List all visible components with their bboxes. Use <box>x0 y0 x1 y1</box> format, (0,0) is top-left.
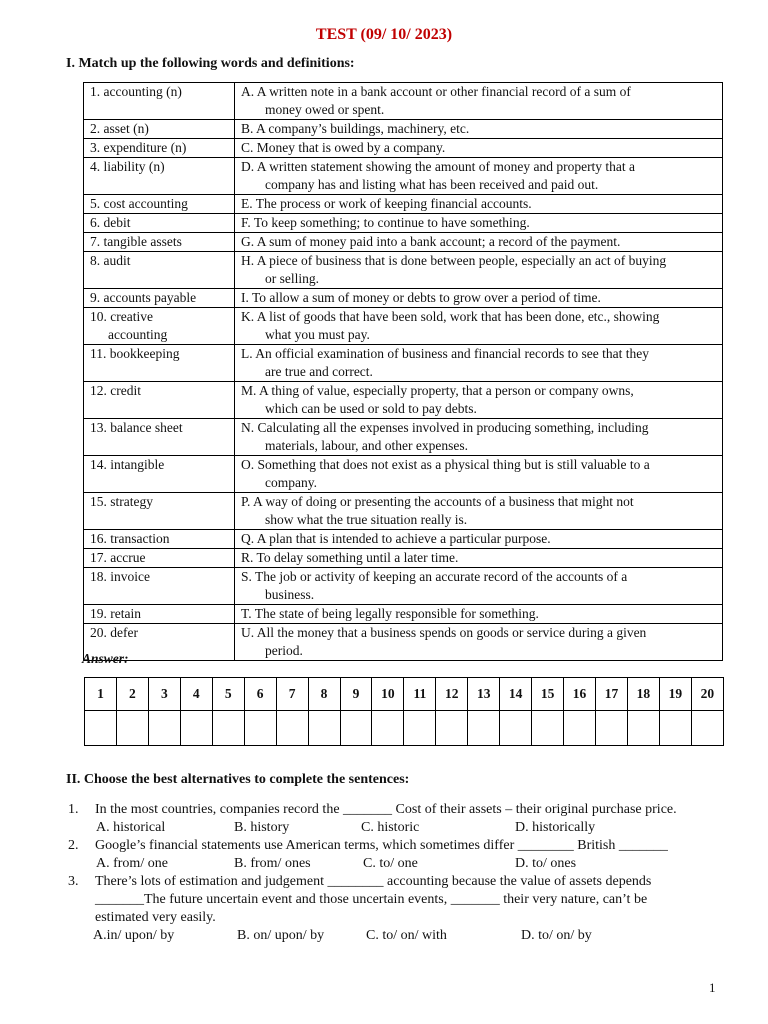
definition-text: I. To allow a sum of money or debts to grow over a period of time. <box>241 290 601 305</box>
definition-text-continued: or selling. <box>265 271 319 286</box>
answer-number: 8 <box>308 678 340 711</box>
term-text: 4. liability (n) <box>90 159 165 174</box>
answer-number: 2 <box>116 678 148 711</box>
definition-text: L. An official examination of business and financial records to see that they <box>241 346 650 361</box>
term-cell <box>84 568 235 605</box>
section1-heading: I. Match up the following words and definitions: <box>66 56 355 71</box>
question-1 <box>68 801 728 837</box>
answer-cell[interactable] <box>85 711 117 746</box>
answer-number: 16 <box>564 678 596 711</box>
answer-number: 7 <box>276 678 308 711</box>
answer-number: 6 <box>244 678 276 711</box>
definition-text: M. A thing of value, especially property, that a person or company owns, <box>241 383 634 398</box>
option-c[interactable]: C. to/ one <box>363 856 418 871</box>
term-text: 10. creative <box>90 309 153 324</box>
answer-grid <box>84 677 724 746</box>
definition-text-continued: company. <box>265 475 317 490</box>
term-cell <box>84 308 235 345</box>
answer-cell[interactable] <box>308 711 340 746</box>
option-b[interactable]: B. on/ upon/ by <box>237 928 325 943</box>
term-cell <box>84 233 235 252</box>
term-text: 2. asset (n) <box>90 121 149 136</box>
table-row <box>84 120 723 139</box>
term-cell <box>84 139 235 158</box>
option-b[interactable]: B. from/ ones <box>234 856 311 871</box>
term-cell <box>84 419 235 456</box>
table-row <box>84 568 723 605</box>
term-cell <box>84 195 235 214</box>
answer-cell[interactable] <box>404 711 436 746</box>
answer-cell[interactable] <box>372 711 404 746</box>
definition-cell <box>235 120 723 139</box>
definition-cell <box>235 195 723 214</box>
answer-cell[interactable] <box>564 711 596 746</box>
definition-cell <box>235 493 723 530</box>
term-text: 14. intangible <box>90 457 165 472</box>
option-d[interactable]: D. to/ ones <box>515 856 577 871</box>
term-text: 5. cost accounting <box>90 196 188 211</box>
table-row <box>84 493 723 530</box>
definition-cell <box>235 382 723 419</box>
definition-text: S. The job or activity of keeping an accurate record of the accounts of a <box>241 569 628 584</box>
definition-text: N. Calculating all the expenses involved in producing something, including <box>241 420 649 435</box>
answer-cell[interactable] <box>340 711 372 746</box>
definition-text: R. To delay something until a later time. <box>241 550 459 565</box>
table-row <box>84 252 723 289</box>
answer-number: 11 <box>404 678 436 711</box>
definition-cell <box>235 568 723 605</box>
table-row <box>84 605 723 624</box>
answer-cell[interactable] <box>180 711 212 746</box>
option-d[interactable]: D. to/ on/ by <box>521 928 592 943</box>
definition-cell <box>235 214 723 233</box>
answer-number: 4 <box>180 678 212 711</box>
answer-number: 15 <box>532 678 564 711</box>
answer-cell[interactable] <box>596 711 628 746</box>
answer-number: 5 <box>212 678 244 711</box>
question-text: Google’s financial statements use American terms, which sometimes differ ________ British _______ <box>95 838 668 853</box>
table-row <box>84 289 723 308</box>
table-row <box>84 419 723 456</box>
term-text: 3. expenditure (n) <box>90 140 187 155</box>
question-number: 2. <box>68 838 79 853</box>
term-cell <box>84 83 235 120</box>
table-row <box>84 345 723 382</box>
answer-cell[interactable] <box>659 711 691 746</box>
definition-text: O. Something that does not exist as a physical thing but is still valuable to a <box>241 457 650 472</box>
question-number: 3. <box>68 874 79 889</box>
answer-cell[interactable] <box>116 711 148 746</box>
answer-cell[interactable] <box>436 711 468 746</box>
matching-table <box>83 82 723 661</box>
definition-text: E. The process or work of keeping financial accounts. <box>241 196 532 211</box>
question-3 <box>68 873 728 945</box>
question-text: In the most countries, companies record the _______ Cost of their assets – their original purchase price. <box>95 802 677 817</box>
definition-cell <box>235 233 723 252</box>
definition-cell <box>235 289 723 308</box>
definition-text: T. The state of being legally responsible for something. <box>241 606 539 621</box>
term-text: 16. transaction <box>90 531 170 546</box>
definition-cell <box>235 605 723 624</box>
definition-text: A. A written note in a bank account or other financial record of a sum of <box>241 84 631 99</box>
definition-cell <box>235 456 723 493</box>
question-text-line: There’s lots of estimation and judgement ________ accounting because the value of assets depends <box>95 874 652 889</box>
term-cell <box>84 214 235 233</box>
term-cell <box>84 158 235 195</box>
definition-text-continued: materials, labour, and other expenses. <box>265 438 469 453</box>
definition-cell <box>235 624 723 661</box>
answer-cell[interactable] <box>691 711 723 746</box>
definition-text: P. A way of doing or presenting the accounts of a business that might not <box>241 494 634 509</box>
answer-cell[interactable] <box>500 711 532 746</box>
definition-text: G. A sum of money paid into a bank account; a record of the payment. <box>241 234 621 249</box>
table-row <box>84 549 723 568</box>
definition-text-continued: what you must pay. <box>265 327 370 342</box>
term-cell <box>84 530 235 549</box>
answer-cell[interactable] <box>468 711 500 746</box>
term-text: 7. tangible assets <box>90 234 182 249</box>
term-text: 9. accounts payable <box>90 290 197 305</box>
answer-cell[interactable] <box>212 711 244 746</box>
answer-number: 18 <box>627 678 659 711</box>
definition-cell <box>235 530 723 549</box>
definition-text: H. A piece of business that is done between people, especially an act of buying <box>241 253 667 268</box>
term-cell <box>84 345 235 382</box>
term-text: 20. defer <box>90 625 138 640</box>
definition-cell <box>235 419 723 456</box>
table-row <box>84 139 723 158</box>
term-text: 8. audit <box>90 253 131 268</box>
answer-cell[interactable] <box>532 711 564 746</box>
term-text: 17. accrue <box>90 550 146 565</box>
term-cell <box>84 456 235 493</box>
definition-text-continued: business. <box>265 587 315 602</box>
table-row <box>84 158 723 195</box>
answer-number: 13 <box>468 678 500 711</box>
answer-number: 1 <box>85 678 117 711</box>
term-text: 18. invoice <box>90 569 150 584</box>
table-row <box>84 382 723 419</box>
definition-cell <box>235 345 723 382</box>
table-row <box>84 308 723 345</box>
question-options <box>93 927 728 945</box>
table-row <box>84 624 723 661</box>
definition-text-continued: period. <box>265 643 303 658</box>
definition-cell <box>235 308 723 345</box>
definition-text: C. Money that is owed by a company. <box>241 140 446 155</box>
answer-number: 20 <box>691 678 723 711</box>
term-text: 11. bookkeeping <box>90 346 180 361</box>
term-text: 19. retain <box>90 606 141 621</box>
term-cell <box>84 493 235 530</box>
option-b[interactable]: B. history <box>234 820 290 835</box>
answer-cell[interactable] <box>627 711 659 746</box>
question-text-line: _______The future uncertain event and those uncertain events, _______ their very nature, can’t be <box>95 892 648 907</box>
table-row <box>84 456 723 493</box>
term-cell <box>84 382 235 419</box>
definition-text: D. A written statement showing the amount of money and property that a <box>241 159 636 174</box>
definition-cell <box>235 83 723 120</box>
definition-cell <box>235 158 723 195</box>
page-title: TEST (09/ 10/ 2023) <box>315 26 453 43</box>
answer-label: Answer: <box>82 651 129 666</box>
term-text: 13. balance sheet <box>90 420 183 435</box>
definition-text-continued: money owed or spent. <box>265 102 385 117</box>
answer-cell[interactable] <box>276 711 308 746</box>
definition-text: U. All the money that a business spends on goods or service during a given <box>241 625 647 640</box>
definition-cell <box>235 139 723 158</box>
question-number: 1. <box>68 802 79 817</box>
term-cell <box>84 289 235 308</box>
question-2 <box>68 837 728 873</box>
answer-number: 19 <box>659 678 691 711</box>
definition-cell <box>235 549 723 568</box>
definition-text: B. A company’s buildings, machinery, etc. <box>241 121 470 136</box>
term-cell <box>84 549 235 568</box>
answer-number: 10 <box>372 678 404 711</box>
option-a[interactable]: A.in/ upon/ by <box>93 928 175 943</box>
option-a[interactable]: A. from/ one <box>96 856 168 871</box>
term-text: 15. strategy <box>90 494 153 509</box>
option-a[interactable]: A. historical <box>96 820 166 835</box>
definition-text-continued: which can be used or sold to pay debts. <box>265 401 477 416</box>
answer-number: 12 <box>436 678 468 711</box>
table-row <box>84 214 723 233</box>
term-text: 6. debit <box>90 215 131 230</box>
answer-number: 9 <box>340 678 372 711</box>
table-row <box>84 233 723 252</box>
answer-cell[interactable] <box>244 711 276 746</box>
definition-text-continued: show what the true situation really is. <box>265 512 468 527</box>
term-cell <box>84 252 235 289</box>
term-text: 1. accounting (n) <box>90 84 182 99</box>
term-cell <box>84 605 235 624</box>
definition-text-continued: company has and listing what has been received and paid out. <box>265 177 599 192</box>
question-options <box>96 855 728 873</box>
option-c[interactable]: C. historic <box>361 820 420 835</box>
question-options <box>96 819 728 837</box>
option-c[interactable]: C. to/ on/ with <box>366 928 447 943</box>
option-d[interactable]: D. historically <box>515 820 596 835</box>
answer-number: 17 <box>596 678 628 711</box>
answer-number: 14 <box>500 678 532 711</box>
definition-text-continued: are true and correct. <box>265 364 373 379</box>
question-text-line: estimated very easily. <box>95 910 216 925</box>
page-number: 1 <box>709 980 716 995</box>
answer-cell[interactable] <box>148 711 180 746</box>
table-row <box>84 530 723 549</box>
answer-number: 3 <box>148 678 180 711</box>
table-row <box>84 195 723 214</box>
definition-cell <box>235 252 723 289</box>
definition-text: F. To keep something; to continue to have something. <box>241 215 530 230</box>
definition-text: Q. A plan that is intended to achieve a particular purpose. <box>241 531 551 546</box>
table-row <box>84 83 723 120</box>
term-text: 12. credit <box>90 383 141 398</box>
section2-heading: II. Choose the best alternatives to complete the sentences: <box>66 772 410 787</box>
term-text-continued: accounting <box>108 327 168 342</box>
definition-text: K. A list of goods that have been sold, work that has been done, etc., showing <box>241 309 660 324</box>
term-cell <box>84 120 235 139</box>
